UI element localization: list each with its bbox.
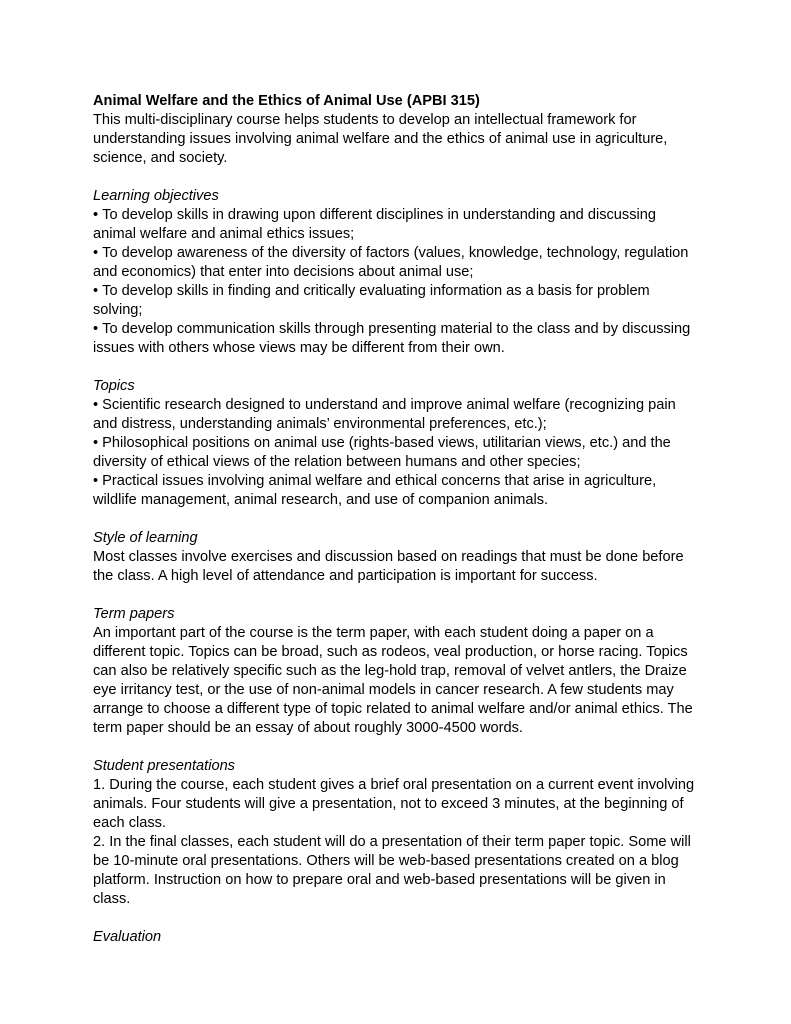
list-item: • To develop awareness of the diversity of factors (values, knowledge, technology, regulation and economics) that enter into decisions about animal use; [93, 244, 703, 282]
student-presentations-section [93, 757, 703, 909]
course-title: Animal Welfare and the Ethics of Animal Use (APBI 315) [93, 93, 480, 109]
list-item: • To develop communication skills through presenting material to the class and by discussing issues with others whose views may be different from their own. [93, 320, 703, 358]
learning-objectives-section [93, 187, 703, 358]
evaluation-heading: Evaluation [93, 929, 162, 945]
list-item: • Scientific research designed to understand and improve animal welfare (recognizing pain and distress, understanding animals’ environmental preferences, etc.); [93, 396, 703, 434]
learning-objectives-heading: Learning objectives [93, 188, 219, 204]
style-of-learning-section [93, 529, 703, 586]
topics-heading: Topics [93, 378, 135, 394]
student-presentations-list [93, 776, 703, 909]
learning-objectives-list [93, 206, 703, 358]
list-item: 2. In the final classes, each student will do a presentation of their term paper topic. Some will be 10-minute oral presentations. Others will be web-based presentations created on a blog platform. Instruction on how to prepare oral and web-based presentations will be given in class. [93, 834, 691, 907]
course-intro: This multi-disciplinary course helps students to develop an intellectual framework for understanding issues involving animal welfare and the ethics of animal use in agriculture, science, and society. [93, 112, 668, 166]
term-papers-section [93, 605, 703, 738]
list-item: • Practical issues involving animal welfare and ethical concerns that arise in agriculture, wildlife management, animal research, and use of companion animals. [93, 472, 703, 510]
topics-list [93, 396, 703, 510]
student-presentations-heading: Student presentations [93, 758, 235, 774]
style-of-learning-heading: Style of learning [93, 530, 198, 546]
list-item: • To develop skills in drawing upon different disciplines in understanding and discussing animal welfare and animal ethics issues; [93, 206, 703, 244]
term-papers-heading: Term papers [93, 606, 175, 622]
document-page [93, 92, 703, 947]
list-item: • To develop skills in finding and critically evaluating information as a basis for problem solving; [93, 282, 703, 320]
term-papers-text: An important part of the course is the term paper, with each student doing a paper on a different topic. Topics can be broad, such as rodeos, veal production, or horse racing. Topics can also be relatively specific such as the leg-hold trap, removal of velvet antlers, the Draize eye irritancy test, or the use of non-animal models in cancer research. A few students may arrange to choose a different type of topic related to animal welfare and/or animal ethics. The term paper should be an essay of about roughly 3000-4500 words. [93, 625, 693, 736]
course-header [93, 92, 703, 168]
evaluation-section [93, 928, 703, 947]
list-item: 1. During the course, each student gives a brief oral presentation on a current event involving animals. Four students will give a presentation, not to exceed 3 minutes, at the beginning of each class. [93, 777, 695, 831]
list-item: • Philosophical positions on animal use (rights-based views, utilitarian views, etc.) and the diversity of ethical views of the relation between humans and other species; [93, 434, 703, 472]
topics-section [93, 377, 703, 510]
style-of-learning-text: Most classes involve exercises and discussion based on readings that must be done before the class. A high level of attendance and participation is important for success. [93, 549, 684, 584]
